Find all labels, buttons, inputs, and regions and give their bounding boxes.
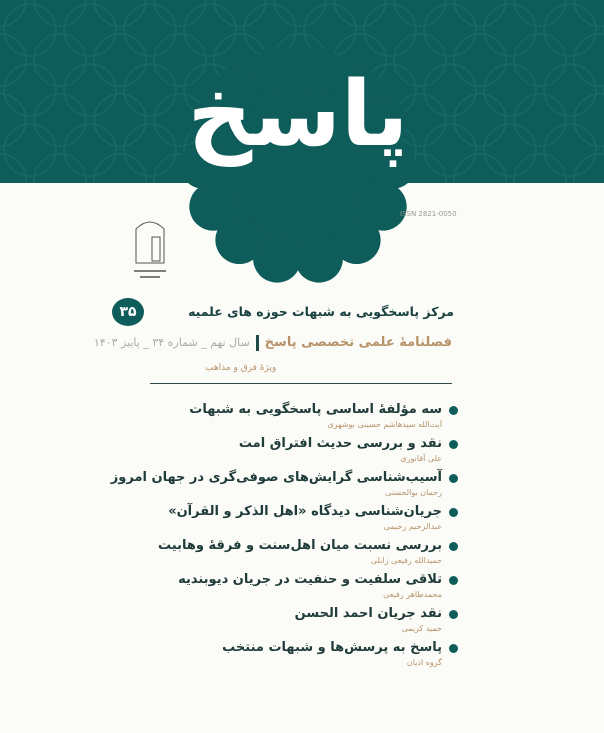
issue-number-badge: ۳۵ (112, 298, 144, 326)
toc-item (38, 536, 458, 570)
article-title: نقد جریان احمد الحسن (294, 606, 442, 621)
journal-title: فصلنامهٔ علمی تخصصی پاسخ (264, 335, 452, 350)
article-author: عبدالرحیم رحیمی (383, 522, 442, 531)
article-title: نقد و بررسی حدیث افتراق امت (238, 436, 442, 451)
toc-item (38, 638, 458, 672)
bullet-icon (449, 610, 458, 619)
article-title: جریان‌شناسی دیدگاه «اهل الذکر و القرآن» (168, 504, 442, 519)
bullet-icon (449, 508, 458, 517)
bullet-icon (449, 542, 458, 551)
bullet-icon (449, 440, 458, 449)
toc-item (38, 570, 458, 604)
bullet-icon (449, 644, 458, 653)
toc-item (38, 400, 458, 434)
institution-emblem-icon (130, 215, 170, 285)
article-author: رحمان بوالحسنی (385, 488, 442, 497)
bullet-icon (449, 474, 458, 483)
article-author: محمدطاهر رفیعی (383, 590, 442, 599)
article-author: حمیدالله رفیعی زابلی (370, 556, 442, 565)
issue-info: سال نهم _ شماره ۳۴ _ پاییز ۱۴۰۳ (93, 336, 250, 349)
table-of-contents (38, 400, 458, 672)
publisher-name: مرکز پاسخگویی به شبهات حوزه های علمیه (188, 304, 454, 319)
article-author: آیت‌الله سیدهاشم حسینی بوشهری (327, 420, 442, 429)
toc-item (38, 434, 458, 468)
journal-line (94, 334, 452, 352)
article-title: آسیب‌شناسی گرایش‌های صوفی‌گری در جهان امروز (110, 470, 442, 485)
article-title: بررسی نسبت میان اهل‌سنت و فرقهٔ وهابیت (158, 538, 442, 553)
bullet-icon (449, 406, 458, 415)
article-author: علی آقانوری (400, 454, 442, 463)
issn: ISSN 2821-0050 (400, 210, 457, 218)
article-title: سه مؤلفهٔ اساسی پاسخگویی به شبهات (189, 402, 442, 417)
article-author: گروه ادیان (406, 658, 442, 667)
article-title: پاسخ به پرسش‌ها و شبهات منتخب (222, 640, 442, 655)
toc-item (38, 604, 458, 638)
article-title: تلاقی سلفیت و حنفیت در جریان دیوبندیه (178, 572, 442, 587)
logo-scallop (295, 235, 343, 283)
logo-scallop (189, 183, 237, 231)
separator (256, 335, 259, 351)
special-issue-label: ویژهٔ فرق و مذاهب (205, 363, 277, 373)
divider (150, 383, 452, 384)
bullet-icon (449, 576, 458, 585)
toc-item (38, 502, 458, 536)
toc-item (38, 468, 458, 502)
logo-word: پاسخ (187, 62, 409, 167)
article-author: حمید کریمی (401, 624, 442, 633)
